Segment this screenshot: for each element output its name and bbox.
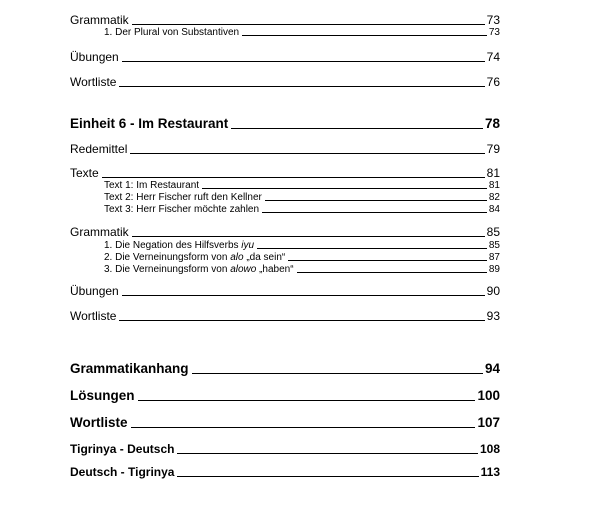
toc-subentry-plural[interactable]: [104, 27, 500, 38]
toc-page-number: 93: [486, 309, 500, 323]
toc-entry-label: 2. Die Verneinungsform von alo „da sein“: [104, 252, 286, 263]
toc-leader-line: [122, 295, 485, 296]
toc-page-number: 81: [488, 180, 500, 191]
toc-leader-line: [265, 200, 487, 201]
toc-leader-line: [131, 427, 476, 428]
toc-leader-line: [138, 400, 476, 401]
toc-entry-label: Text 3: Herr Fischer möchte zahlen: [104, 204, 260, 215]
toc-page-number: 78: [484, 116, 500, 131]
toc-entry-label: Wortliste: [70, 75, 117, 89]
toc-entry-label: 1. Die Negation des Hilfsverbs iyu: [104, 240, 255, 251]
toc-leader-line: [202, 188, 487, 189]
toc-subentry-negation[interactable]: [104, 240, 500, 251]
toc-leader-line: [177, 453, 478, 454]
toc-entry-grammatik[interactable]: [70, 13, 500, 27]
toc-page-number: 108: [479, 442, 500, 456]
toc-entry-uebungen[interactable]: [70, 284, 500, 298]
toc-leader-line: [231, 128, 483, 129]
toc-entry-wortliste[interactable]: [70, 75, 500, 89]
toc-leader-line: [130, 153, 484, 154]
toc-subentry-text-2[interactable]: [104, 192, 500, 203]
toc-leader-line: [242, 35, 487, 36]
toc-page-number: 81: [486, 166, 500, 180]
toc-entry-label: Wortliste: [70, 415, 128, 430]
toc-page-number: 73: [488, 27, 500, 38]
toc-entry-label: Wortliste: [70, 309, 117, 323]
toc-entry-label: Grammatik: [70, 13, 129, 27]
toc-leader-line: [297, 272, 487, 273]
toc-entry-label: Redemittel: [70, 142, 128, 156]
toc-subentry-alo[interactable]: [104, 252, 500, 263]
toc-entry-label: Übungen: [70, 284, 119, 298]
toc-leader-line: [122, 61, 485, 62]
toc-page-number: 107: [477, 415, 500, 430]
toc-leader-line: [119, 86, 484, 87]
toc-entry-uebungen[interactable]: [70, 50, 500, 64]
toc-page-number: 89: [488, 264, 500, 275]
toc-page-number: 90: [486, 284, 500, 298]
toc-chapter-loesungen[interactable]: [70, 388, 500, 403]
toc-page-number: 113: [480, 465, 500, 479]
toc-leader-line: [132, 24, 485, 25]
toc-entry-label: Übungen: [70, 50, 119, 64]
toc-page-number: 87: [488, 252, 500, 263]
toc-page-number: 84: [488, 204, 500, 215]
toc-page-number: 74: [486, 50, 500, 64]
toc-entry-label: Text 2: Herr Fischer ruft den Kellner: [104, 192, 262, 203]
toc-entry-label: Text 1: Im Restaurant: [104, 180, 200, 191]
toc-entry-label: Tigrinya - Deutsch: [70, 442, 175, 456]
toc-entry-label: Grammatikanhang: [70, 361, 189, 376]
toc-entry-label: 1. Der Plural von Substantiven: [104, 27, 240, 38]
toc-page-number: 85: [488, 240, 500, 251]
toc-chapter-wortliste[interactable]: [70, 415, 500, 430]
toc-page-number: 76: [486, 75, 500, 89]
toc-entry-tigrinya-deutsch[interactable]: [70, 442, 500, 456]
toc-leader-line: [262, 212, 487, 213]
toc-page-number: 82: [488, 192, 500, 203]
toc-subentry-alowo[interactable]: [104, 264, 500, 275]
toc-entry-label: Texte: [70, 166, 99, 180]
toc-entry-label: Deutsch - Tigrinya: [70, 465, 175, 479]
toc-entry-redemittel[interactable]: [70, 142, 500, 156]
toc-leader-line: [119, 320, 484, 321]
toc-leader-line: [132, 236, 485, 237]
toc-page-number: 79: [486, 142, 500, 156]
toc-leader-line: [288, 260, 487, 261]
toc-entry-label: 3. Die Verneinungsform von alowo „haben“: [104, 264, 294, 275]
toc-entry-label: Grammatik: [70, 225, 129, 239]
toc-subentry-text-3[interactable]: [104, 204, 500, 215]
toc-entry-deutsch-tigrinya[interactable]: [70, 465, 500, 479]
toc-page-number: 100: [477, 388, 500, 403]
toc-chapter-grammatikanhang[interactable]: [70, 361, 500, 376]
toc-entry-grammatik[interactable]: [70, 225, 500, 239]
toc-leader-line: [257, 248, 487, 249]
toc-page-number: 85: [486, 225, 500, 239]
toc-entry-texte[interactable]: [70, 166, 500, 180]
toc-leader-line: [102, 177, 485, 178]
toc-subentry-text-1[interactable]: [104, 180, 500, 191]
toc-entry-label: Lösungen: [70, 388, 135, 403]
toc-page-number: 73: [486, 13, 500, 27]
toc-page-number: 94: [484, 361, 500, 376]
toc-chapter-einheit-6[interactable]: [70, 116, 500, 131]
toc-entry-label: Einheit 6 - Im Restaurant: [70, 116, 229, 131]
toc-leader-line: [177, 476, 478, 477]
toc-leader-line: [192, 373, 483, 374]
toc-entry-wortliste[interactable]: [70, 309, 500, 323]
